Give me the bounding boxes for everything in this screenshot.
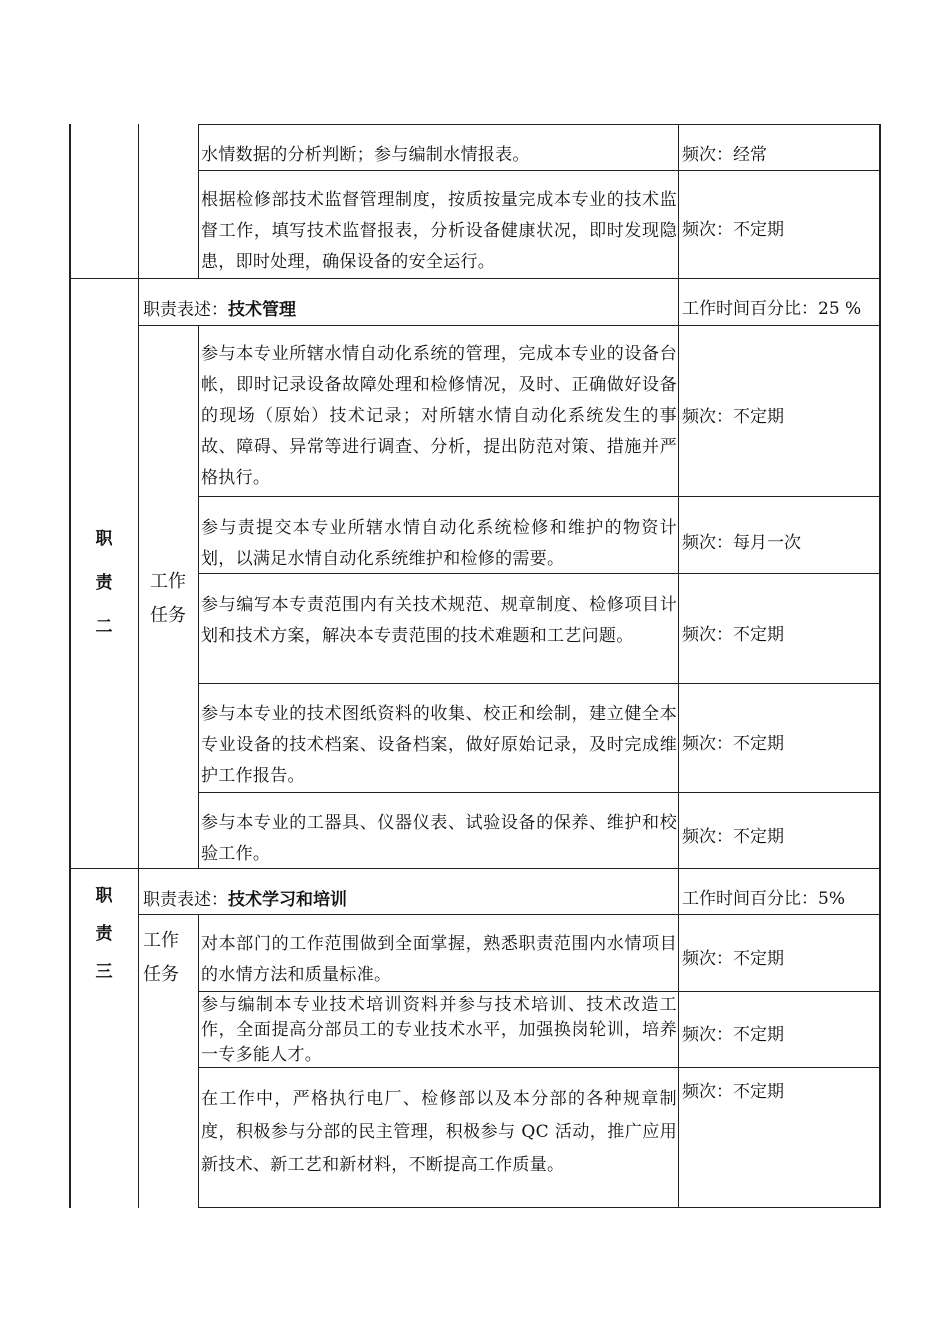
section-label	[84, 520, 124, 646]
duty-summary-prefix: 职责表述：	[143, 890, 228, 910]
row-divider	[198, 683, 881, 684]
task-frequency: 频次：不定期	[682, 407, 784, 427]
section-label-char: 责	[95, 924, 113, 944]
section-label-char: 职	[95, 886, 113, 906]
task-frequency: 频次：不定期	[682, 734, 784, 754]
row-divider	[138, 325, 881, 326]
column-divider	[198, 124, 199, 278]
duty-summary-prefix: 职责表述：	[143, 300, 228, 320]
task-frequency: 频次：经常	[682, 145, 767, 165]
row-divider	[198, 124, 881, 125]
section-label-char: 职	[95, 529, 113, 549]
task-text: 参与本专业所辖水情自动化系统的管理，完成本专业的设备台帐，即时记录设备故障处理和检修情况，及时、正确做好设备的现场（原始）技术记录；对所辖水情自动化系统发生的事故、障碍、异常等进行调查、分析，提出防范对策、措施并严格执行。	[201, 344, 677, 488]
column-divider	[138, 124, 139, 1208]
task-text: 在工作中，严格执行电厂、检修部以及本分部的各种规章制度，积极参与分部的民主管理，积极参与 QC 活动，推广应用新技术、新工艺和新材料，不断提高工作质量。	[201, 1089, 677, 1175]
task-frequency: 频次：不定期	[682, 827, 784, 847]
task-text: 参与本专业的工器具、仪器仪表、试验设备的保养、维护和校验工作。	[201, 813, 677, 864]
task-label-line: 工作	[150, 571, 186, 592]
row-divider	[198, 496, 881, 497]
task-label-line: 任务	[150, 605, 186, 626]
task-frequency: 频次：不定期	[682, 949, 784, 969]
time-percentage: 工作时间百分比：25 %	[682, 299, 862, 319]
section-label	[84, 877, 124, 991]
duty-summary	[143, 888, 347, 912]
task-text: 参与编写本专责范围内有关技术规范、规章制度、检修项目计划和技术方案，解决本专责范围的技术难题和工艺问题。	[201, 595, 677, 646]
task-text: 根据检修部技术监督管理制度，按质按量完成本专业的技术监督工作，填写技术监督报表，分析设备健康状况，即时发现隐患，即时处理，确保设备的安全运行。	[201, 190, 677, 272]
section-label-char: 责	[95, 573, 113, 593]
task-text: 参与编制本专业技术培训资料并参与技术培训、技术改造工作，全面提高分部员工的专业技术水平，加强换岗轮训，培养一专多能人才。	[201, 995, 677, 1065]
task-frequency: 频次：不定期	[682, 625, 784, 645]
duty-summary	[143, 298, 296, 322]
task-label-line: 任务	[143, 964, 179, 985]
task-label-line: 工作	[143, 930, 179, 951]
task-frequency: 频次：不定期	[682, 1082, 784, 1102]
row-divider	[70, 278, 881, 279]
column-divider	[678, 124, 679, 1208]
table-right-border	[879, 124, 881, 1208]
task-label	[143, 924, 203, 992]
row-divider	[198, 991, 881, 992]
task-frequency: 频次：不定期	[682, 220, 784, 240]
task-text: 参与责提交本专业所辖水情自动化系统检修和维护的物资计划，以满足水情自动化系统维护和检修的需要。	[201, 518, 677, 569]
task-text: 对本部门的工作范围做到全面掌握，熟悉职责范围内水情项目的水情方法和质量标准。	[201, 934, 677, 985]
task-text: 参与本专业的技术图纸资料的收集、校正和绘制，建立健全本专业设备的技术档案、设备档案，做好原始记录，及时完成维护工作报告。	[201, 704, 677, 786]
table-left-border	[69, 124, 71, 1208]
section-label-char: 三	[95, 962, 113, 982]
time-percentage: 工作时间百分比：5%	[682, 889, 845, 909]
section-label-char: 二	[95, 617, 113, 637]
task-text: 水情数据的分析判断；参与编制水情报表。	[201, 145, 530, 165]
duty-summary-title: 技术学习和培训	[228, 890, 347, 910]
task-frequency: 频次：每月一次	[682, 533, 801, 553]
duty-summary-title: 技术管理	[228, 300, 296, 320]
row-divider	[198, 792, 881, 793]
task-frequency: 频次：不定期	[682, 1025, 784, 1045]
row-divider	[198, 1207, 881, 1208]
